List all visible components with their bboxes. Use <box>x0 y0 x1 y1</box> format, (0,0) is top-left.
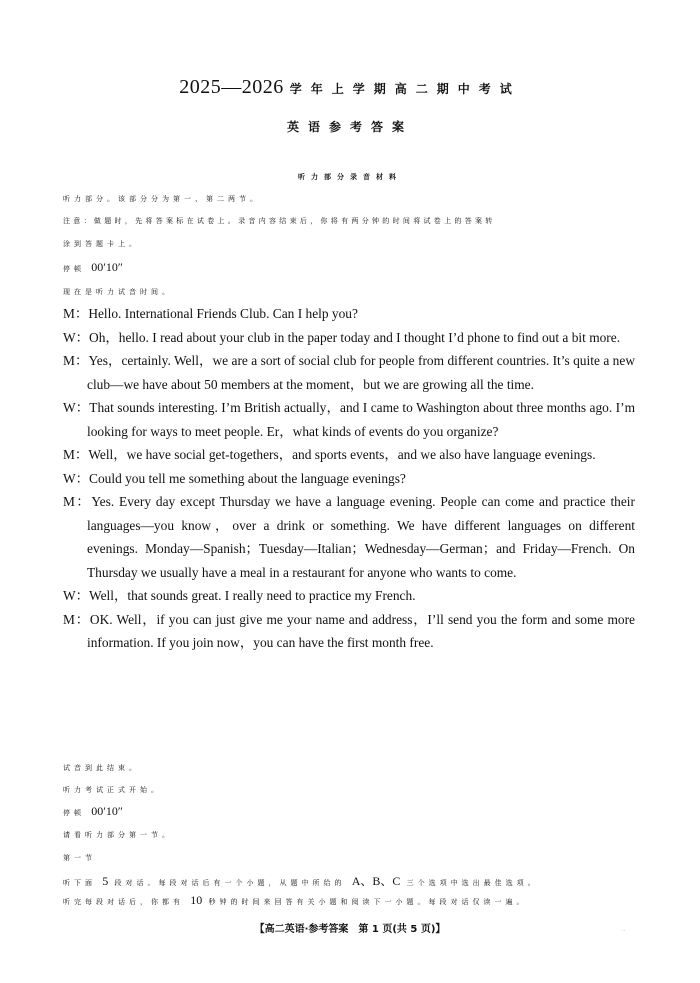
pause-line-2 <box>63 804 123 819</box>
dialogue-turn <box>63 302 635 326</box>
listening-section-title: 听力部分录音材料 <box>298 173 402 181</box>
trial-start-line: 现在是听力试音时间。 <box>63 288 173 296</box>
speaker-label: M： <box>63 306 89 321</box>
instruction-text: 听完每段对话后，你都有 <box>63 898 184 906</box>
exam-year: 2025—2026 <box>179 76 284 98</box>
pause-line-1 <box>63 260 123 275</box>
speaker-label: M： <box>63 447 89 462</box>
exam-start-line: 听力考试正式开始。 <box>63 786 162 794</box>
instruction-text: 三个选项中选出最佳选项。 <box>406 879 539 887</box>
speaker-label: W： <box>63 470 90 486</box>
trial-end-line: 试音到此结束。 <box>63 764 140 772</box>
dialogue-turn <box>63 349 635 396</box>
exam-term: 学年上学期高二期中考试 <box>289 82 521 96</box>
turn-text: Could you tell me something about the language evenings? <box>89 470 406 486</box>
dialogue-count: 5 <box>102 874 109 888</box>
turn-text: OK. Well，if you can just give me your name and address，I’ll send you the form and some more information. If you join now，you can have the first month free. <box>87 611 635 650</box>
turn-text: Oh，hello. I read about your club in the paper today and I thought I’d phone to find out a bit more. <box>89 329 621 345</box>
turn-text: Well，that sounds great. I really need to practice my French. <box>89 588 416 603</box>
section-one-label: 第一节 <box>63 854 96 862</box>
speaker-label: W： <box>63 329 90 345</box>
speaker-label: M： <box>63 353 89 368</box>
dialogue-turn <box>63 467 635 491</box>
dialogue-transcript <box>63 302 635 655</box>
turn-text: Hello. International Friends Club. Can I help you? <box>88 306 358 321</box>
instruction-text: 秒钟的时间来回答有关小题和阅读下一小题。每段对话仅读一遍。 <box>208 898 528 906</box>
listening-intro-2b: 涂到答题卡上。 <box>63 240 140 248</box>
speaker-label: M： <box>63 611 90 627</box>
turn-text: Yes，certainly. Well，we are a sort of social club for people from different countries. It’s quite a new club—we have about 50 members at the moment，but we are growing all the time. <box>87 353 635 392</box>
speaker-label: W： <box>63 400 90 415</box>
turn-text: That sounds interesting. I’m British actually，and I came to Washington about three months ago. I’m looking for ways to meet people. Er，what kinds of events do you organize? <box>87 400 635 439</box>
pause-time: 00′10″ <box>91 260 123 274</box>
seconds-count: 10 <box>190 893 203 907</box>
exam-subtitle: 英语参考答案 <box>286 120 413 134</box>
turn-text: Well，we have social get-togethers，and sports events，and we also have language evenings. <box>88 447 596 462</box>
corner-mark: ·· <box>622 928 626 934</box>
instruction-text: 段对话。每段对话后有一个小题，从题中所给的 <box>114 879 346 887</box>
dialogue-turn <box>63 443 635 467</box>
pause-time: 00′10″ <box>91 804 123 818</box>
dialogue-turn <box>63 490 635 584</box>
dialogue-turn <box>63 584 635 608</box>
part-one-prompt: 请看听力部分第一节。 <box>63 831 173 839</box>
dialogue-turn <box>63 326 635 350</box>
turn-text: Yes. Every day except Thursday we have a language evening. People can come and practice their languages—you know，over a drink or something. We have different languages on different evenings. Monday—Spanish；Tuesday—Italian；Wednesday—German；and Friday—French. On Thursday we usually have a meal in a restaurant for anyone who wants to come. <box>87 494 635 580</box>
speaker-label: M： <box>63 494 92 509</box>
instruction-text: 听下面 <box>63 879 96 887</box>
listening-intro-2a: 注意：做题时，先将答案标在试卷上。录音内容结束后，你将有两分钟的时间将试卷上的答案转 <box>63 217 496 225</box>
dialogue-turn <box>63 396 635 443</box>
option-letters: A、B、C <box>351 874 401 888</box>
speaker-label: W： <box>63 588 90 603</box>
listening-intro-1: 听力部分。该部分分为第一、第二两节。 <box>63 195 261 203</box>
dialogue-turn <box>63 608 635 655</box>
pause-label: 停顿 <box>63 265 85 273</box>
page-footer: 【高二英语·参考答案 第 1 页(共 5 页)】 <box>254 924 446 935</box>
section-one-instruction-1 <box>63 872 539 889</box>
section-one-instruction-2 <box>63 893 527 908</box>
pause-label: 停顿 <box>63 809 85 817</box>
exam-title <box>0 76 700 99</box>
